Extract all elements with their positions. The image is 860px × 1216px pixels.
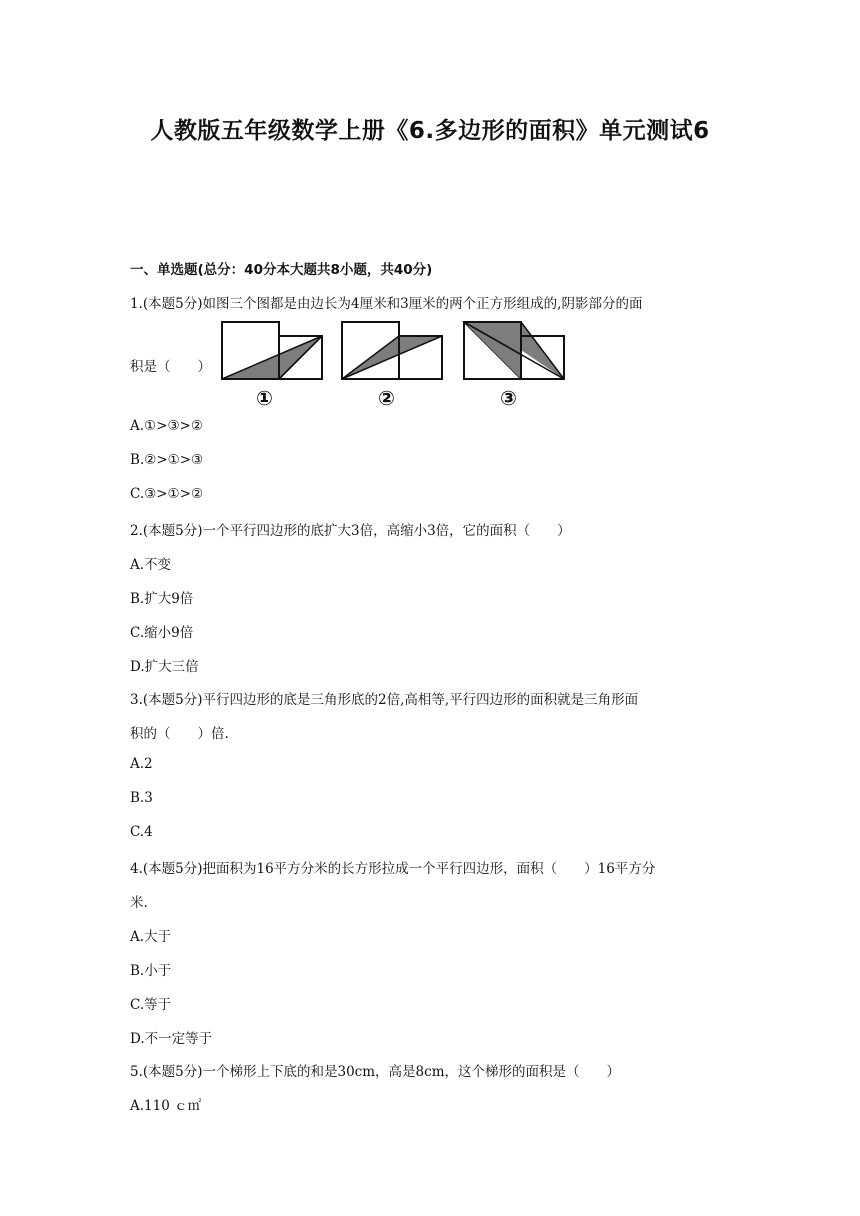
question-2-option-d: D.扩大三倍 [130, 659, 199, 675]
question-1-option-c: C.③>①>② [130, 486, 204, 502]
question-4-option-a: A.大于 [130, 929, 172, 945]
question-4-stem-line2: 米. [130, 895, 148, 911]
question-1-stem-line2: 积是（ ） [130, 359, 211, 375]
question-4-option-c: C.等于 [130, 997, 172, 1013]
question-3-option-b: B.3 [130, 790, 153, 806]
figure-2-diagram [338, 318, 448, 384]
question-5-option-a: A.110 ｃ㎡ [130, 1098, 202, 1114]
figure-3 [460, 318, 570, 388]
question-2-option-a: A.不变 [130, 557, 172, 573]
figure-1 [218, 318, 328, 388]
question-3-stem-line1: 3.(本题5分)平行四边形的底是三角形底的2倍,高相等,平行四边形的面积就是三角形面 [130, 692, 639, 708]
question-3-stem-line2: 积的（ ）倍. [130, 726, 229, 742]
question-4-option-b: B.小于 [130, 963, 172, 979]
document-title: 人教版五年级数学上册《6.多边形的面积》单元测试6 [150, 118, 710, 144]
question-3-option-c: C.4 [130, 824, 153, 840]
question-2-option-c: C.缩小9倍 [130, 625, 194, 641]
question-5-stem: 5.(本题5分)一个梯形上下底的和是30cm，高是8cm，这个梯形的面积是（ ） [130, 1064, 620, 1080]
question-1-stem-line1: 1.(本题5分)如图三个图都是由边长为4厘米和3厘米的两个正方形组成的,阴影部分的面 [130, 296, 643, 312]
figure-3-diagram [460, 318, 570, 384]
question-1-figures [218, 318, 578, 413]
question-3-option-a: A.2 [130, 756, 153, 772]
question-2-stem: 2.(本题5分)一个平行四边形的底扩大3倍，高缩小3倍，它的面积（ ） [130, 523, 571, 539]
question-1-option-a: A.①>③>② [130, 418, 203, 434]
section-heading: 一、单选题(总分：40分本大题共8小题，共40分) [130, 262, 433, 278]
figure-2 [338, 318, 448, 388]
question-4-option-d: D.不一定等于 [130, 1031, 213, 1047]
figure-2-label: ② [378, 386, 395, 410]
figure-1-diagram [218, 318, 328, 384]
question-1-option-b: B.②>①>③ [130, 452, 204, 468]
question-2-option-b: B.扩大9倍 [130, 591, 194, 607]
figure-3-label: ③ [500, 386, 517, 410]
figure-1-label: ① [256, 386, 273, 410]
question-4-stem-line1: 4.(本题5分)把面积为16平方分米的长方形拉成一个平行四边形，面积（ ）16平方分 [130, 861, 656, 877]
